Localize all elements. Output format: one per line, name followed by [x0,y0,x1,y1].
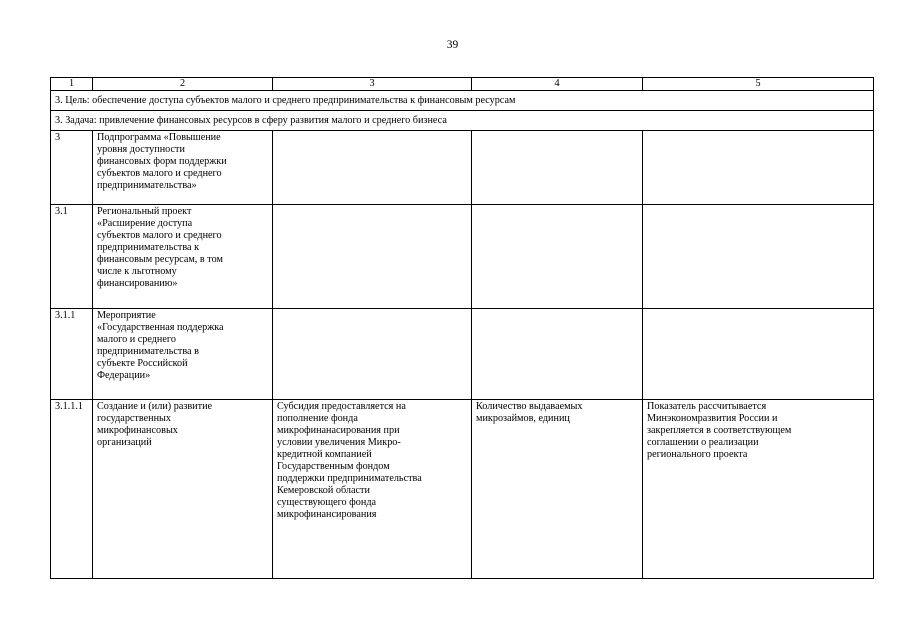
table-row [51,309,874,400]
row-number: 3 [51,131,93,205]
row-name: Подпрограмма «Повышение уровня доступности финансовых форм поддержки субъектов малого и среднего предпринимательства» [93,131,273,205]
row-col3 [273,131,472,205]
row-number: 3.1.1.1 [51,400,93,579]
row-col4 [472,205,643,309]
task-text: 3. Задача: привлечение финансовых ресурсов в сферу развития малого и среднего бизнеса [51,111,874,131]
table-header-row [51,78,874,91]
row-number: 3.1 [51,205,93,309]
row-col5: Показатель рассчитывается Минэкономразвития России и закрепляется в соответствующем соглашении о реализации регионального проекта [643,400,874,579]
row-col5 [643,205,874,309]
header-cell: 3 [273,78,472,91]
task-row [51,111,874,131]
header-cell: 2 [93,78,273,91]
header-cell: 5 [643,78,874,91]
row-col5 [643,309,874,400]
row-col4 [472,309,643,400]
goal-text: 3. Цель: обеспечение доступа субъектов малого и среднего предпринимательства к финансовым ресурсам [51,91,874,111]
table-row [51,131,874,205]
indicator-table [50,77,874,579]
row-col4 [472,131,643,205]
header-cell: 4 [472,78,643,91]
header-cell: 1 [51,78,93,91]
row-name: Создание и (или) развитие государственных микрофинансовых организаций [93,400,273,579]
row-name: Региональный проект «Расширение доступа субъектов малого и среднего предпринимательства к финансовым ресурсам, в том числе к льготному финансированию» [93,205,273,309]
row-col3 [273,309,472,400]
row-col4: Количество выдаваемых микрозаймов, единиц [472,400,643,579]
row-col3 [273,205,472,309]
goal-row [51,91,874,111]
row-number: 3.1.1 [51,309,93,400]
row-col3: Субсидия предоставляется на пополнение фонда микрофинанасирования при условии увеличения Микро- кредитной компанией Государственным фондом поддержки предпринимательства Кемеровской области существующего фонда микрофинансирования [273,400,472,579]
row-col5 [643,131,874,205]
page-number: 39 [446,39,459,51]
table-row [51,400,874,579]
table-row [51,205,874,309]
row-name: Мероприятие «Государственная поддержка малого и среднего предпринимательства в субъекте Российской Федерации» [93,309,273,400]
